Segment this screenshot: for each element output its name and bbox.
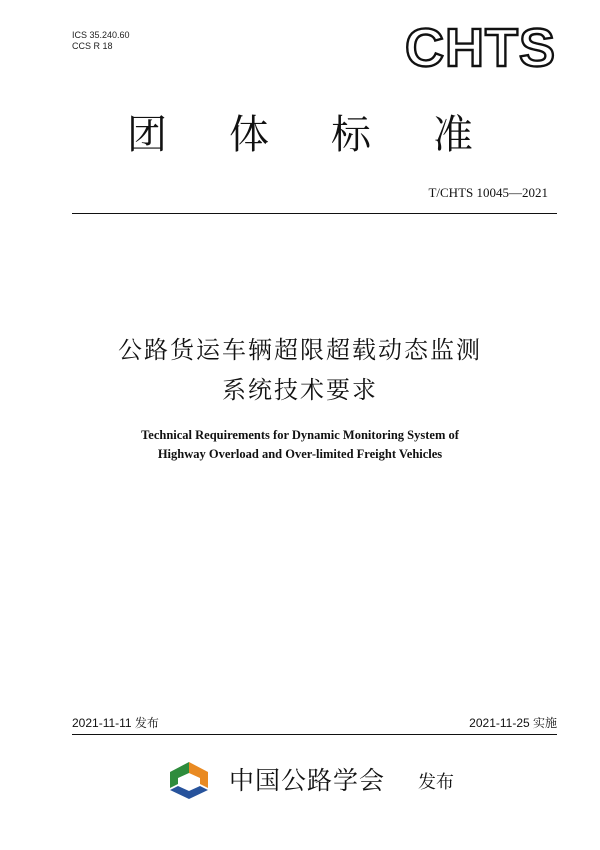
title-zh-line-1: 公路货运车辆超限超载动态监测 <box>118 336 482 364</box>
title-zh-line-2: 系统技术要求 <box>222 376 378 404</box>
logo-bottom-band <box>170 786 208 799</box>
logo-left-band <box>170 762 189 788</box>
issue-label: 发布 <box>418 772 454 793</box>
standard-number: T/CHTS 10045—2021 <box>428 185 548 200</box>
chts-logo: CHTS <box>405 18 556 78</box>
classification-codes <box>72 30 130 52</box>
ccs-code: CCS R 18 <box>72 41 113 51</box>
bottom-divider <box>72 734 557 735</box>
top-divider <box>72 213 557 214</box>
standard-type-heading: 团体标准 <box>127 112 535 158</box>
publish-date: 2021-11-11 发布 <box>72 716 159 730</box>
title-en-line-2: Highway Overload and Over-limited Freight Vehicles <box>157 447 443 461</box>
china-highway-society-logo-icon <box>166 754 212 800</box>
logo-right-band <box>189 762 208 788</box>
organization-name: 中国公路学会 <box>229 766 386 795</box>
ics-code: ICS 35.240.60 <box>72 30 130 40</box>
implement-date: 2021-11-25 实施 <box>469 716 557 730</box>
title-en-line-1: Technical Requirements for Dynamic Monitoring System of <box>141 428 459 442</box>
